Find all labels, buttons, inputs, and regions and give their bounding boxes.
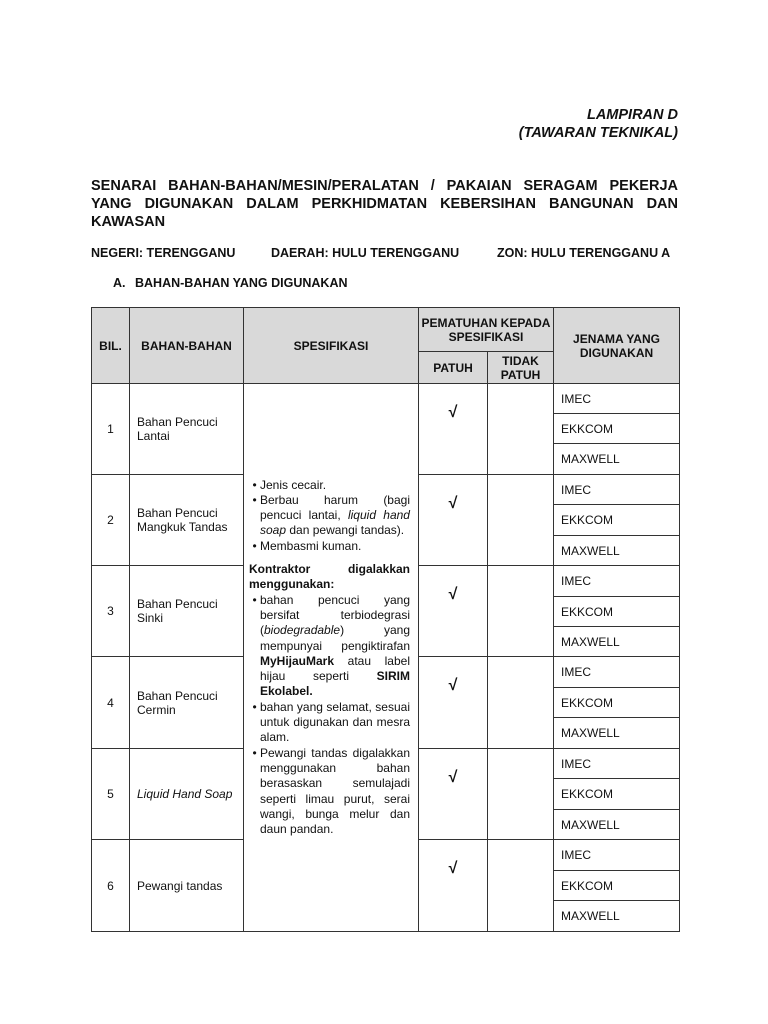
specification-cell [244,384,419,932]
spec-bullet: • Pewangi tandas digalakkan menggunakan bahan berasaskan semulajadi seperti limau purut, serai wangi, bunga melur dan daun pandan. [260,746,410,838]
row-number: 5 [92,749,130,840]
brand-cell: MAXWELL [554,627,680,657]
document-header [519,106,678,142]
tidak-patuh-cell [488,384,554,475]
brand-cell: EKKCOM [554,779,680,810]
table-row [92,384,680,414]
zon-label: ZON: HULU TERENGGANU A [497,246,671,260]
patuh-check: √ [419,840,488,932]
material-name: Bahan Pencuci Cermin [130,657,244,749]
material-name: Liquid Hand Soap [130,749,244,840]
header-bahan: BAHAN-BAHAN [130,308,244,384]
header-tidak-patuh: TIDAK PATUH [488,352,554,384]
header-bil: BIL. [92,308,130,384]
negeri-label: NEGERI: TERENGGANU [91,246,236,260]
row-number: 3 [92,566,130,657]
brand-cell: IMEC [554,840,680,871]
lampiran-label: LAMPIRAN D [586,107,678,123]
row-number: 6 [92,840,130,932]
header-patuh: PATUH [419,352,488,384]
tidak-patuh-cell [488,840,554,932]
section-heading [113,276,348,290]
brand-cell: IMEC [554,657,680,688]
daerah-label: DAERAH: HULU TERENGGANU [271,246,460,260]
brand-cell: MAXWELL [554,901,680,932]
row-number: 2 [92,475,130,566]
tidak-patuh-cell [488,749,554,840]
patuh-check: √ [419,657,488,749]
header-jenama: JENAMA YANG DIGUNAKAN [554,308,680,384]
tawaran-label: (TAWARAN TEKNIKAL) [518,125,678,141]
brand-cell: EKKCOM [554,688,680,718]
brand-cell: IMEC [554,566,680,597]
row-number: 1 [92,384,130,475]
tidak-patuh-cell [488,657,554,749]
material-name: Pewangi tandas [130,840,244,932]
patuh-check: √ [419,566,488,657]
brand-cell: IMEC [554,749,680,779]
brand-cell: MAXWELL [554,718,680,749]
header-spesifikasi: SPESIFIKASI [244,308,419,384]
spec-bullet: • Membasmi kuman. [260,539,410,554]
patuh-check: √ [419,749,488,840]
material-name: Bahan Pencuci Sinki [130,566,244,657]
brand-cell: EKKCOM [554,597,680,627]
brand-cell: MAXWELL [554,444,680,475]
section-title: BAHAN-BAHAN YANG DIGUNAKAN [135,276,348,290]
patuh-check: √ [419,475,488,566]
kontraktor-heading: Kontraktor digalakkan menggunakan: [249,562,410,592]
materials-table [91,307,680,932]
row-number: 4 [92,657,130,749]
document-title: SENARAI BAHAN-BAHAN/MESIN/PERALATAN / PAKAIAN SERAGAM PEKERJA YANG DIGUNAKAN DALAM PERKHIDMATAN KEBERSIHAN BANGUNAN DAN KAWASAN [91,178,678,230]
brand-cell: IMEC [554,475,680,505]
section-letter: A. [113,276,126,290]
spec-bullet: • Berbau harum (bagi pencuci lantai, liquid hand soap dan pewangi tandas). [260,493,410,539]
spec-bullet: • bahan yang selamat, sesuai untuk digunakan dan mesra alam. [260,700,410,746]
brand-cell: MAXWELL [554,536,680,566]
material-name: Bahan Pencuci Lantai [130,384,244,475]
header-pematuhan: PEMATUHAN KEPADA SPESIFIKASI [419,308,554,352]
brand-cell: EKKCOM [554,505,680,536]
spec-bullet: • bahan pencuci yang bersifat terbiodegrasi (biodegradable) yang mempunyai pengiktirafan MyHijauMark atau label hijau seperti SIRIM Ekolabel. [260,593,410,700]
material-name: Bahan Pencuci Mangkuk Tandas [130,475,244,566]
brand-cell: MAXWELL [554,810,680,840]
brand-cell: IMEC [554,384,680,414]
patuh-check: √ [419,384,488,475]
tidak-patuh-cell [488,475,554,566]
tidak-patuh-cell [488,566,554,657]
brand-cell: EKKCOM [554,871,680,901]
spec-bullet: • Jenis cecair. [260,478,410,493]
brand-cell: EKKCOM [554,414,680,444]
